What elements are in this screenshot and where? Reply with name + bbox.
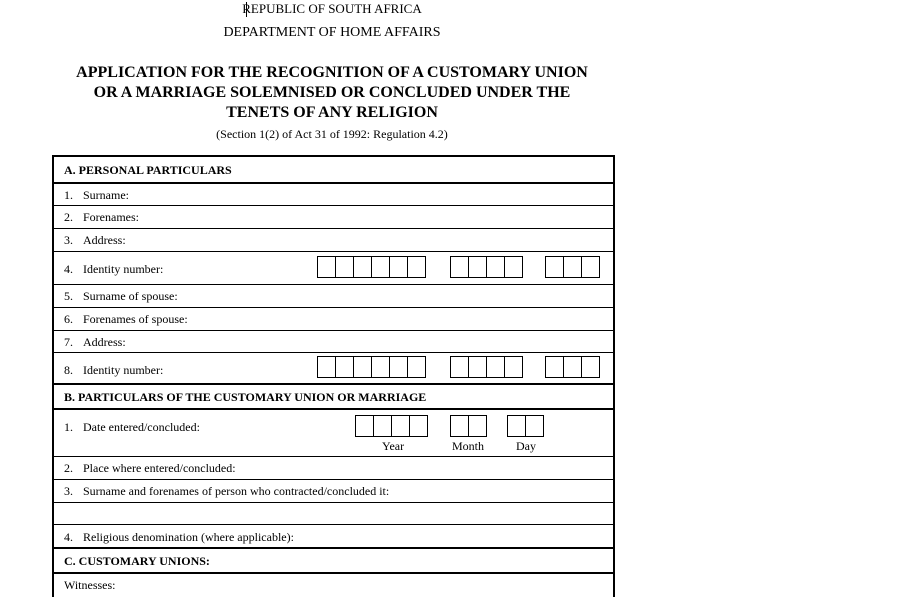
id-digit-box[interactable]	[390, 257, 408, 277]
section-b-heading-row	[54, 385, 613, 410]
date-digit-box[interactable]	[508, 416, 526, 436]
id-digit-box[interactable]	[546, 357, 564, 377]
spouse-id-group-2	[450, 356, 523, 378]
date-digit-box[interactable]	[410, 416, 427, 436]
field-label: Identity number:	[83, 363, 164, 377]
field-date-entered	[54, 410, 613, 457]
id-digit-box[interactable]	[505, 357, 522, 377]
form-title-line-1: APPLICATION FOR THE RECOGNITION OF A CUSTOMARY UNION	[76, 64, 588, 81]
item-number: 1.	[64, 188, 73, 202]
item-number: 2.	[64, 210, 73, 224]
spouse-id-group-3	[545, 356, 600, 378]
field-label: Forenames:	[83, 210, 139, 224]
field-label: Surname:	[83, 188, 129, 202]
field-label: Date entered/concluded:	[83, 420, 200, 434]
field-forenames[interactable]	[54, 206, 613, 229]
section-a-heading-row	[54, 157, 613, 184]
id-digit-box[interactable]	[318, 357, 336, 377]
field-place-entered[interactable]	[54, 457, 613, 480]
id-digit-box[interactable]	[354, 257, 372, 277]
id-digit-box[interactable]	[582, 357, 599, 377]
id-number-group-3	[545, 256, 600, 278]
form-title-line-2: OR A MARRIAGE SOLEMNISED OR CONCLUDED UNDER THE	[93, 84, 571, 101]
date-month-boxes	[450, 415, 487, 437]
id-digit-box[interactable]	[408, 357, 425, 377]
date-year-boxes	[355, 415, 428, 437]
section-b-heading: B. PARTICULARS OF THE CUSTOMARY UNION OR MARRIAGE	[64, 390, 427, 404]
item-number: 5.	[64, 289, 73, 303]
item-number: 2.	[64, 461, 73, 475]
id-digit-box[interactable]	[390, 357, 408, 377]
item-number: 3.	[64, 233, 73, 247]
field-label: Place where entered/concluded:	[83, 461, 236, 475]
date-digit-box[interactable]	[469, 416, 486, 436]
field-label: Religious denomination (where applicable):	[83, 530, 294, 544]
id-number-group-1	[317, 256, 426, 278]
id-digit-box[interactable]	[469, 357, 487, 377]
id-digit-box[interactable]	[564, 357, 582, 377]
field-spouse-address[interactable]	[54, 331, 613, 353]
field-address[interactable]	[54, 229, 613, 252]
field-label: Surname and forenames of person who contracted/concluded it:	[83, 484, 390, 498]
department-heading: DEPARTMENT OF HOME AFFAIRS	[223, 25, 441, 40]
field-religious-denomination[interactable]	[54, 525, 613, 549]
date-day-boxes	[507, 415, 544, 437]
date-digit-box[interactable]	[451, 416, 469, 436]
form-title-line-3: TENETS OF ANY RELIGION	[226, 104, 438, 121]
date-digit-box[interactable]	[392, 416, 410, 436]
id-digit-box[interactable]	[372, 357, 390, 377]
year-label: Year	[382, 439, 405, 453]
item-number: 1.	[64, 420, 73, 434]
section-c-heading: C. CUSTOMARY UNIONS:	[64, 554, 210, 568]
date-digit-box[interactable]	[356, 416, 374, 436]
field-label: Forenames of spouse:	[83, 312, 188, 326]
field-surname[interactable]	[54, 184, 613, 206]
field-label: Address:	[83, 233, 126, 247]
id-digit-box[interactable]	[336, 357, 354, 377]
field-label: Identity number:	[83, 262, 164, 276]
field-label: Address:	[83, 335, 126, 349]
date-digit-box[interactable]	[526, 416, 543, 436]
section-reference: (Section 1(2) of Act 31 of 1992: Regulation 4.2)	[216, 127, 448, 141]
id-digit-box[interactable]	[546, 257, 564, 277]
section-c-heading-row	[54, 549, 613, 574]
id-digit-box[interactable]	[408, 257, 425, 277]
field-surname-of-spouse[interactable]	[54, 285, 613, 308]
field-witnesses[interactable]	[54, 574, 613, 597]
month-label: Month	[452, 439, 485, 453]
id-number-group-2	[450, 256, 523, 278]
witnesses-label: Witnesses:	[64, 578, 116, 592]
item-number: 8.	[64, 363, 73, 377]
id-digit-box[interactable]	[318, 257, 336, 277]
id-digit-box[interactable]	[564, 257, 582, 277]
item-number: 4.	[64, 262, 73, 276]
id-digit-box[interactable]	[487, 357, 505, 377]
item-number: 4.	[64, 530, 73, 544]
id-digit-box[interactable]	[451, 257, 469, 277]
id-digit-box[interactable]	[487, 257, 505, 277]
id-digit-box[interactable]	[469, 257, 487, 277]
field-identity-number	[54, 252, 613, 285]
id-digit-box[interactable]	[354, 357, 372, 377]
item-number: 3.	[64, 484, 73, 498]
id-digit-box[interactable]	[582, 257, 599, 277]
field-spouse-identity-number	[54, 353, 613, 385]
spouse-id-group-1	[317, 356, 426, 378]
application-form	[52, 155, 615, 597]
field-person-who-concluded-continued[interactable]	[54, 503, 613, 525]
id-digit-box[interactable]	[505, 257, 522, 277]
field-person-who-concluded[interactable]	[54, 480, 613, 503]
field-forenames-of-spouse[interactable]	[54, 308, 613, 331]
id-digit-box[interactable]	[372, 257, 390, 277]
date-digit-box[interactable]	[374, 416, 392, 436]
id-digit-box[interactable]	[451, 357, 469, 377]
section-a-heading: A. PERSONAL PARTICULARS	[64, 163, 232, 177]
republic-heading: REPUBLIC OF SOUTH AFRICA	[242, 1, 422, 16]
item-number: 6.	[64, 312, 73, 326]
field-label: Surname of spouse:	[83, 289, 178, 303]
form-title	[52, 63, 612, 123]
item-number: 7.	[64, 335, 73, 349]
id-digit-box[interactable]	[336, 257, 354, 277]
day-label: Day	[516, 439, 536, 453]
